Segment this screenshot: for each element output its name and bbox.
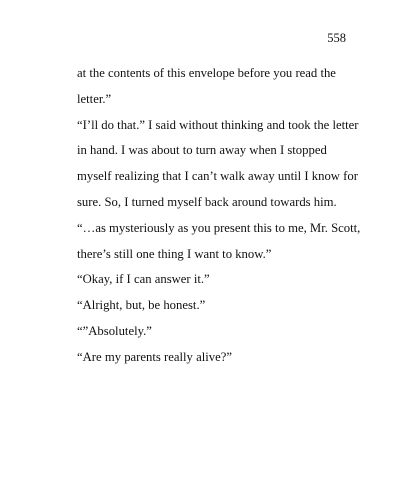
text-line: “Okay, if I can answer it.”: [77, 272, 210, 287]
body-text: [77, 61, 361, 371]
page-number: 558: [327, 31, 346, 45]
text-line: myself realizing that I can’t walk away until I know for: [77, 169, 358, 184]
text-line: “Alright, but, be honest.”: [77, 298, 206, 313]
text-line: in hand. I was about to turn away when I stopped: [77, 143, 327, 158]
text-line: letter.”: [77, 91, 112, 106]
text-line: “…as mysteriously as you present this to me, Mr. Scott,: [77, 220, 361, 235]
text-line: “Are my parents really alive?”: [77, 349, 232, 364]
text-line: sure. So, I turned myself back around towards him.: [77, 194, 337, 209]
text-line: “I’ll do that.” I said without thinking and took the letter: [77, 117, 359, 132]
text-line: there’s still one thing I want to know.”: [77, 246, 272, 261]
text-line: at the contents of this envelope before you read the: [77, 66, 336, 80]
text-line: “”Absolutely.”: [77, 323, 152, 338]
